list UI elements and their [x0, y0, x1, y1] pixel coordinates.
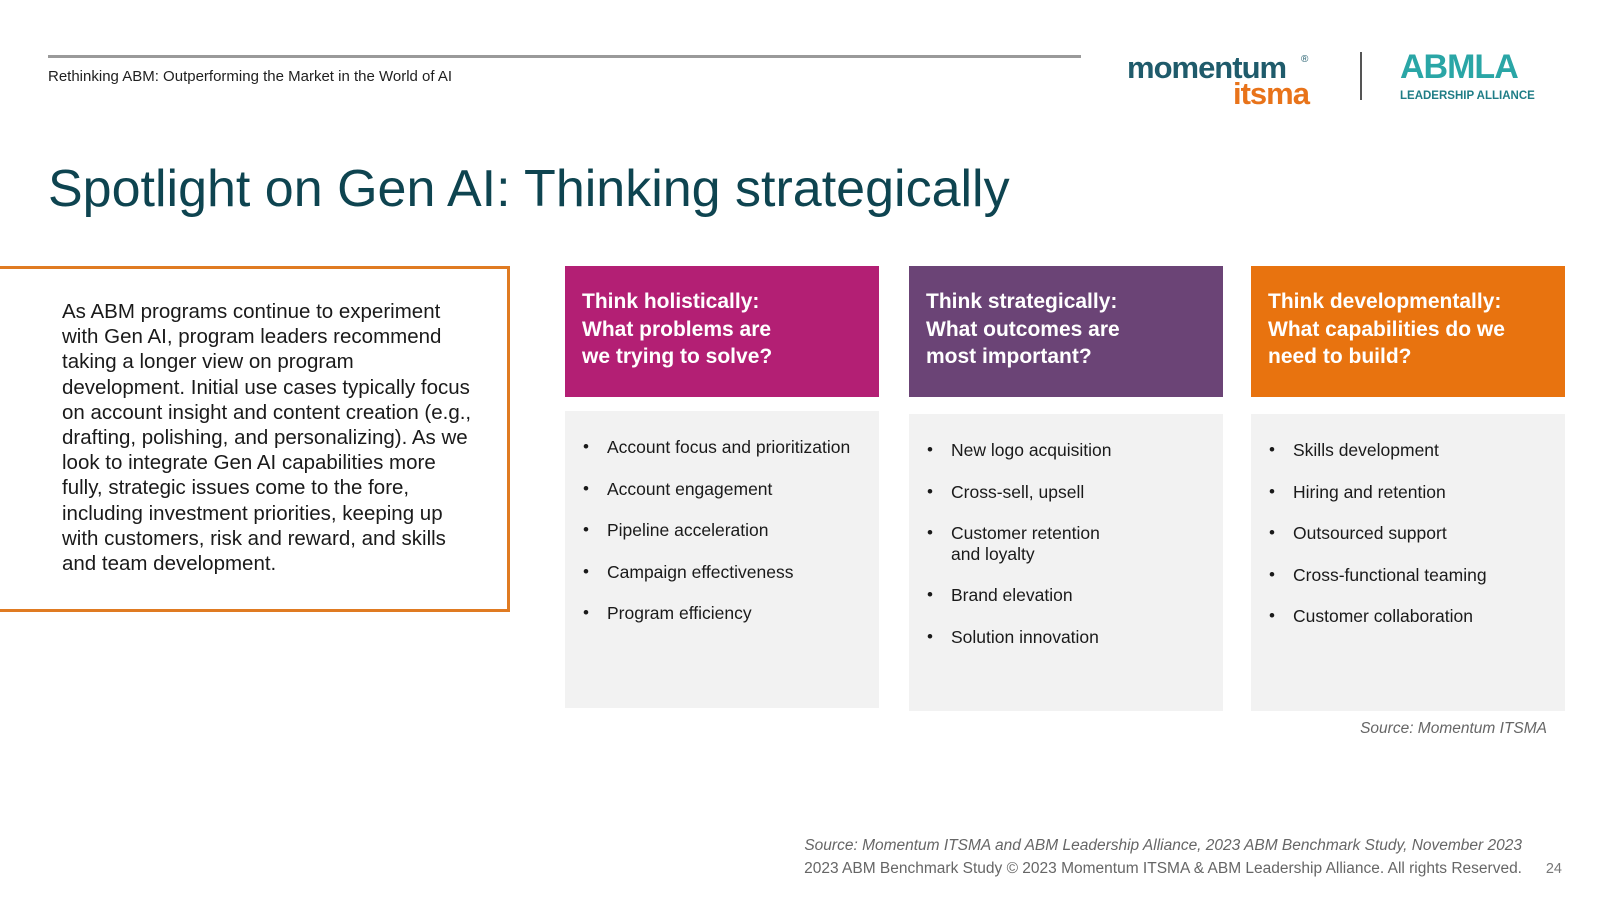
list-item-text: Account engagement: [607, 478, 773, 499]
logo-divider: [1360, 52, 1362, 100]
intro-text: As ABM programs continue to experiment with Gen AI, program leaders recommend taking a longer view on program development. Initial use cases typically focus on account insight and content creation (e.g., drafting, polishing, and personalizing). As we look to integrate Gen AI capabilities more fully, strategic issues come to the fore, including investment priorities, keeping up with customers, risk and reward, and skills and team development.: [62, 300, 472, 576]
list-item: [927, 585, 1203, 606]
bullet-icon: •: [927, 440, 933, 459]
list-item-text: New logo acquisition: [951, 440, 1112, 460]
abmla-logo-text: ABMLA: [1400, 48, 1518, 86]
bullet-icon: •: [583, 520, 589, 539]
column-header-line: What outcomes are: [926, 317, 1120, 341]
bullet-icon: •: [1269, 481, 1275, 501]
list-item-text: Cross-functional teaming: [1293, 564, 1487, 585]
header-rule: [48, 55, 1081, 58]
column-header-line: Think holistically:: [582, 290, 760, 313]
column-header-developmental: [1251, 266, 1565, 397]
list-item: [1269, 606, 1545, 627]
list-item: [1269, 565, 1545, 586]
bullet-icon: •: [1269, 523, 1275, 542]
list-item: [583, 520, 859, 541]
list-item: [583, 603, 859, 624]
source-note: Source: Momentum ITSMA: [1360, 720, 1547, 737]
column-header-line: most important?: [926, 345, 1092, 368]
list-item-text: Brand elevation: [951, 585, 1073, 605]
column-body-holistic: [565, 411, 879, 708]
abmla-logo: [1400, 48, 1550, 108]
list-item: [1269, 482, 1545, 503]
list-item-text: Customer retention and loyalty: [951, 523, 1100, 564]
column-header-line: What capabilities do we: [1268, 317, 1505, 341]
logo-group: [1115, 40, 1545, 116]
list-item-text: Account focus and prioritization: [607, 437, 851, 457]
bullet-icon: •: [927, 626, 933, 646]
footer-source: Source: Momentum ITSMA and ABM Leadership Alliance, 2023 ABM Benchmark Study, November 2023: [804, 837, 1522, 854]
bullet-icon: •: [1269, 440, 1275, 459]
bullet-icon: •: [927, 585, 933, 604]
column-header-holistic: [565, 266, 879, 397]
bullet-icon: •: [927, 523, 933, 542]
intro-callout: [0, 266, 510, 612]
bullet-icon: •: [583, 561, 589, 581]
list-item-text: Cross-sell, upsell: [951, 481, 1085, 502]
logo-momentum-text: momentum: [1127, 50, 1287, 85]
list-item: [583, 437, 859, 458]
bullet-list: [1269, 440, 1545, 627]
bullet-icon: •: [1269, 564, 1275, 584]
list-item-text: Skills development: [1293, 440, 1439, 460]
list-item-text: Hiring and retention: [1293, 481, 1446, 502]
logo-registered-mark: ®: [1301, 54, 1309, 65]
list-item: [583, 479, 859, 500]
list-item-text: Program efficiency: [607, 603, 752, 623]
page-number: 24: [1545, 861, 1562, 877]
header-subtitle: Rethinking ABM: Outperforming the Market in the World of AI: [48, 68, 453, 85]
bullet-icon: •: [583, 603, 589, 622]
column-header-line: Think strategically:: [926, 290, 1118, 313]
column-header-strategic: [909, 266, 1223, 397]
list-item: [927, 627, 1203, 648]
bullet-icon: •: [583, 437, 589, 456]
list-item: [1269, 440, 1545, 461]
list-item: [1269, 523, 1545, 544]
bullet-list: [927, 440, 1203, 647]
column-header-line: we trying to solve?: [582, 345, 773, 368]
list-item-text: Campaign effectiveness: [607, 561, 794, 582]
column-header-line: need to build?: [1268, 345, 1412, 368]
list-item-text: Solution innovation: [951, 626, 1099, 647]
momentum-itsma-logo: [1115, 46, 1325, 112]
abmla-logo-tagline: LEADERSHIP ALLIANCE: [1400, 90, 1535, 102]
bullet-list: [583, 437, 859, 624]
bullet-icon: •: [1269, 606, 1275, 625]
column-body-strategic: [909, 414, 1223, 711]
bullet-icon: •: [927, 481, 933, 501]
footer-copyright: 2023 ABM Benchmark Study © 2023 Momentum ITSMA & ABM Leadership Alliance. All rights Reserved.: [804, 860, 1522, 877]
column-body-developmental: [1251, 414, 1565, 711]
list-item-text: Pipeline acceleration: [607, 520, 769, 540]
bullet-icon: •: [583, 478, 589, 498]
list-item-text: Outsourced support: [1293, 523, 1447, 543]
list-item: [927, 482, 1203, 503]
list-item-text: Customer collaboration: [1293, 606, 1473, 626]
list-item: [583, 562, 859, 583]
column-header-line: Think developmentally:: [1268, 290, 1502, 313]
list-item: [927, 523, 1203, 564]
column-header-line: What problems are: [582, 317, 772, 341]
logo-itsma-text: itsma: [1233, 76, 1309, 111]
list-item: [927, 440, 1203, 461]
page-title: Spotlight on Gen AI: Thinking strategically: [48, 159, 1010, 218]
